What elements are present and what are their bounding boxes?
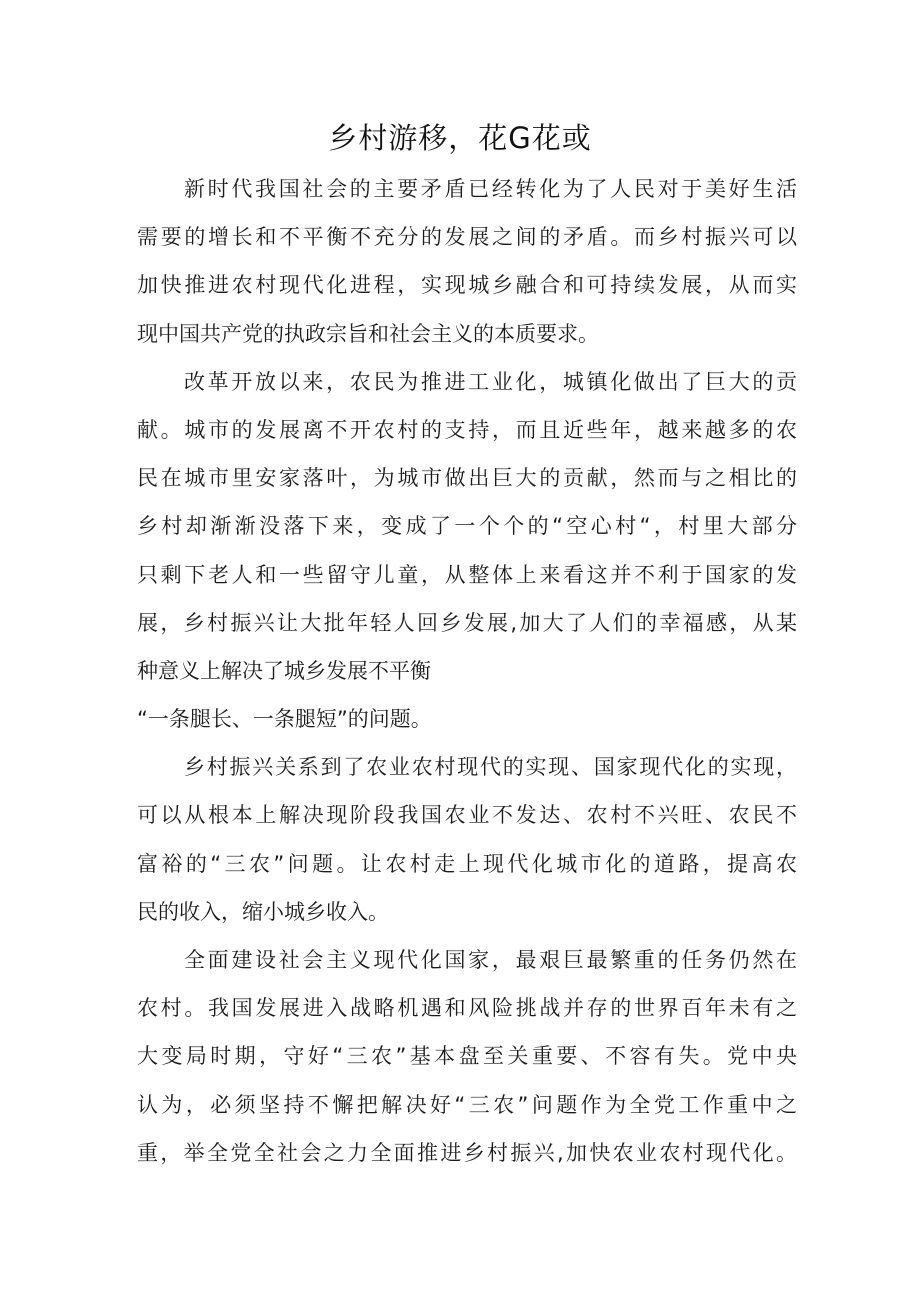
paragraph-4-line-2: 农村。我国发展进入战略机遇和风险挑战并存的世界百年未有之 [137, 996, 797, 1021]
paragraph-3-line-2: 可以从根本上解决现阶段我国农业不发达、农村不兴旺、农民不 [137, 803, 797, 828]
paragraph-2-line-2: 献。城市的发展离不开农村的支持，而且近些年，越来越多的农 [137, 417, 797, 442]
paragraph-1-line-4: 现中国共产党的执政宗旨和社会主义的本质要求。 [137, 321, 599, 346]
paragraph-4-line-3: 大变局时期，守好“三农”基本盘至关重要、不容有失。党中央 [137, 1044, 797, 1069]
paragraph-3-line-4: 民的收入，缩小城乡收入。 [137, 899, 389, 924]
paragraph-3-line-1: 乡村振兴关系到了农业农村现代的实现、国家现代化的实现， [184, 755, 797, 780]
paragraph-2-line-5: 只剩下老人和一些留守儿童，从整体上来看这并不利于国家的发 [137, 562, 797, 587]
paragraph-2-line-3: 民在城市里安家落叶，为城市做出巨大的贡献，然而与之相比的 [137, 466, 797, 491]
paragraph-4-line-4: 认为，必须坚持不懈把解决好“三农”问题作为全党工作重中之 [137, 1092, 797, 1117]
paragraph-2-line-8: “一条腿长、一条腿短”的问题。 [137, 707, 432, 732]
paragraph-2-line-6: 展，乡村振兴让大批年轻人回乡发展,加大了人们的幸福感，从某 [137, 610, 797, 635]
paragraph-4-line-5: 重，举全党全社会之力全面推进乡村振兴,加快农业农村现代化。 [137, 1140, 797, 1165]
document-title: 乡村游移，花G花或 [328, 121, 592, 155]
paragraph-1-line-1: 新时代我国社会的主要矛盾已经转化为了人民对于美好生活 [184, 177, 797, 201]
paragraph-3-line-3: 富裕的“三农”问题。让农村走上现代化城市化的道路，提高农 [137, 851, 797, 876]
paragraph-1-line-2: 需要的增长和不平衡不充分的发展之间的矛盾。而乡村振兴可以 [137, 225, 797, 250]
paragraph-4-line-1: 全面建设社会主义现代化国家，最艰巨最繁重的任务仍然在 [184, 948, 797, 972]
paragraph-2-line-7: 种意义上解决了城乡发展不平衡 [137, 658, 431, 683]
paragraph-2-line-4: 乡村却渐渐没落下来，变成了一个个的“空心村“，村里大部分 [137, 514, 797, 539]
paragraph-2-line-1: 改革开放以来，农民为推进工业化，城镇化做出了巨大的贡 [184, 369, 797, 394]
document-body [137, 165, 797, 1177]
paragraph-1-line-3: 加快推进农村现代化进程，实现城乡融合和可持续发展，从而实 [137, 273, 797, 298]
